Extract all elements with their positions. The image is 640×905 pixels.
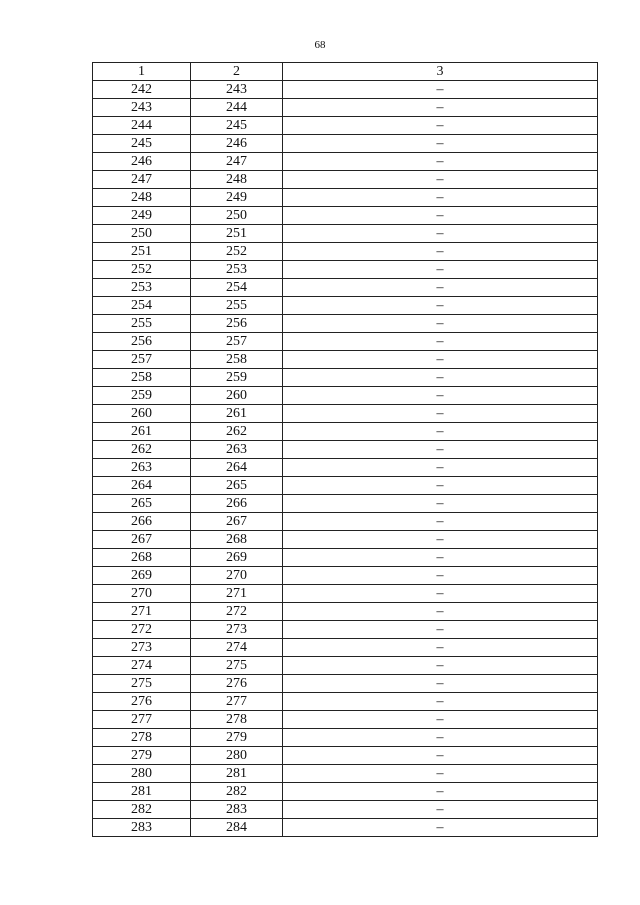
table-row [93,693,598,711]
table-cell: 258 [93,369,191,387]
table-cell: – [283,729,598,747]
table-cell: 259 [191,369,283,387]
table-cell: 275 [93,675,191,693]
table-cell: 264 [191,459,283,477]
table-cell: 263 [191,441,283,459]
table-cell: – [283,585,598,603]
table-cell: 274 [191,639,283,657]
table-cell: 276 [191,675,283,693]
table-cell: 245 [191,117,283,135]
table-row [93,243,598,261]
table-cell: – [283,531,598,549]
column-header: 3 [283,63,598,81]
table-row [93,513,598,531]
table-cell: 248 [93,189,191,207]
table-cell: – [283,297,598,315]
table-row [93,657,598,675]
table-cell: 269 [191,549,283,567]
table-row [93,81,598,99]
table-row [93,99,598,117]
table-cell: 268 [93,549,191,567]
table-cell: – [283,153,598,171]
data-table [92,62,598,837]
table-cell: 254 [191,279,283,297]
table-row [93,315,598,333]
table-cell: 263 [93,459,191,477]
table-cell: – [283,711,598,729]
table-cell: – [283,99,598,117]
table-cell: 243 [191,81,283,99]
table-cell: – [283,693,598,711]
table-cell: – [283,801,598,819]
table-cell: 266 [191,495,283,513]
table-row [93,153,598,171]
table-cell: 283 [191,801,283,819]
table-cell: – [283,441,598,459]
table-cell: 269 [93,567,191,585]
table-cell: 274 [93,657,191,675]
table-cell: – [283,81,598,99]
table-cell: 281 [93,783,191,801]
table-cell: – [283,657,598,675]
table-cell: 250 [93,225,191,243]
table-cell: 255 [93,315,191,333]
table-cell: 277 [93,711,191,729]
table-cell: 262 [191,423,283,441]
table-cell: – [283,351,598,369]
table-row [93,765,598,783]
table-cell: – [283,261,598,279]
table-row [93,621,598,639]
table-cell: – [283,189,598,207]
table-cell: 279 [93,747,191,765]
table-cell: – [283,243,598,261]
table-cell: – [283,279,598,297]
table-cell: 261 [93,423,191,441]
table-cell: – [283,135,598,153]
table-cell: 279 [191,729,283,747]
table-cell: 270 [93,585,191,603]
table-row [93,549,598,567]
table-cell: 248 [191,171,283,189]
table-cell: 253 [191,261,283,279]
table-cell: 260 [93,405,191,423]
table-cell: 259 [93,387,191,405]
table-cell: – [283,477,598,495]
table-cell: 252 [93,261,191,279]
column-header: 1 [93,63,191,81]
table-row [93,207,598,225]
table-header-row [93,63,598,81]
table-row [93,171,598,189]
table-cell: 273 [191,621,283,639]
table-cell: 253 [93,279,191,297]
table-cell: – [283,315,598,333]
table-row [93,747,598,765]
table-cell: 244 [191,99,283,117]
table-cell: 250 [191,207,283,225]
table-cell: 266 [93,513,191,531]
table-cell: 243 [93,99,191,117]
table-cell: 268 [191,531,283,549]
table-cell: 262 [93,441,191,459]
table-cell: 277 [191,693,283,711]
table-cell: – [283,765,598,783]
table-row [93,423,598,441]
table-cell: – [283,423,598,441]
table-cell: 267 [93,531,191,549]
table-cell: 265 [93,495,191,513]
table-cell: – [283,621,598,639]
table-cell: – [283,225,598,243]
table-cell: 281 [191,765,283,783]
table-row [93,639,598,657]
table-row [93,189,598,207]
table-row [93,135,598,153]
table-cell: 267 [191,513,283,531]
table-cell: 258 [191,351,283,369]
table-cell: – [283,117,598,135]
page-number: 68 [314,39,326,51]
table-cell: 275 [191,657,283,675]
table-cell: 260 [191,387,283,405]
table-cell: – [283,675,598,693]
table-cell: – [283,819,598,837]
table-cell: – [283,783,598,801]
table-cell: 242 [93,81,191,99]
table-cell: – [283,459,598,477]
table-cell: 284 [191,819,283,837]
table-cell: – [283,333,598,351]
table-row [93,567,598,585]
table-row [93,369,598,387]
table-row [93,387,598,405]
table-cell: – [283,639,598,657]
table-cell: 255 [191,297,283,315]
table-cell: 278 [93,729,191,747]
table-row [93,783,598,801]
table-cell: 256 [93,333,191,351]
table-cell: – [283,207,598,225]
table-cell: 271 [191,585,283,603]
table-cell: 278 [191,711,283,729]
table-row [93,819,598,837]
table-cell: – [283,369,598,387]
table-cell: 271 [93,603,191,621]
table-row [93,441,598,459]
table-cell: 249 [93,207,191,225]
table-cell: – [283,603,598,621]
table-cell: – [283,171,598,189]
table-row [93,603,598,621]
table-row [93,279,598,297]
table-row [93,801,598,819]
table-row [93,531,598,549]
table-cell: 282 [93,801,191,819]
table-row [93,261,598,279]
table-cell: 257 [191,333,283,351]
table-cell: 251 [191,225,283,243]
table-row [93,495,598,513]
table-row [93,117,598,135]
table-row [93,675,598,693]
table-row [93,297,598,315]
table-cell: 254 [93,297,191,315]
table-cell: 280 [191,747,283,765]
table-cell: 246 [93,153,191,171]
table-cell: 280 [93,765,191,783]
table-row [93,477,598,495]
table-cell: – [283,747,598,765]
table-cell: 272 [191,603,283,621]
table-cell: – [283,387,598,405]
table-cell: 261 [191,405,283,423]
column-header: 2 [191,63,283,81]
table-cell: 272 [93,621,191,639]
table-cell: 251 [93,243,191,261]
table-row [93,351,598,369]
table-row [93,459,598,477]
table-cell: 273 [93,639,191,657]
table-body [93,81,598,837]
table-cell: 264 [93,477,191,495]
table-cell: 257 [93,351,191,369]
table-cell: – [283,549,598,567]
table-cell: 245 [93,135,191,153]
table-cell: 276 [93,693,191,711]
table-cell: 256 [191,315,283,333]
table-cell: 283 [93,819,191,837]
table-row [93,333,598,351]
table-cell: 247 [191,153,283,171]
table-cell: 252 [191,243,283,261]
table-row [93,225,598,243]
table-cell: 246 [191,135,283,153]
table-cell: – [283,513,598,531]
table-cell: – [283,405,598,423]
table-cell: 244 [93,117,191,135]
table-row [93,711,598,729]
table-cell: 265 [191,477,283,495]
table-cell: 249 [191,189,283,207]
table-cell: – [283,495,598,513]
table-row [93,585,598,603]
table-cell: 270 [191,567,283,585]
table-row [93,405,598,423]
table-cell: – [283,567,598,585]
table-row [93,729,598,747]
table-cell: 247 [93,171,191,189]
table-cell: 282 [191,783,283,801]
